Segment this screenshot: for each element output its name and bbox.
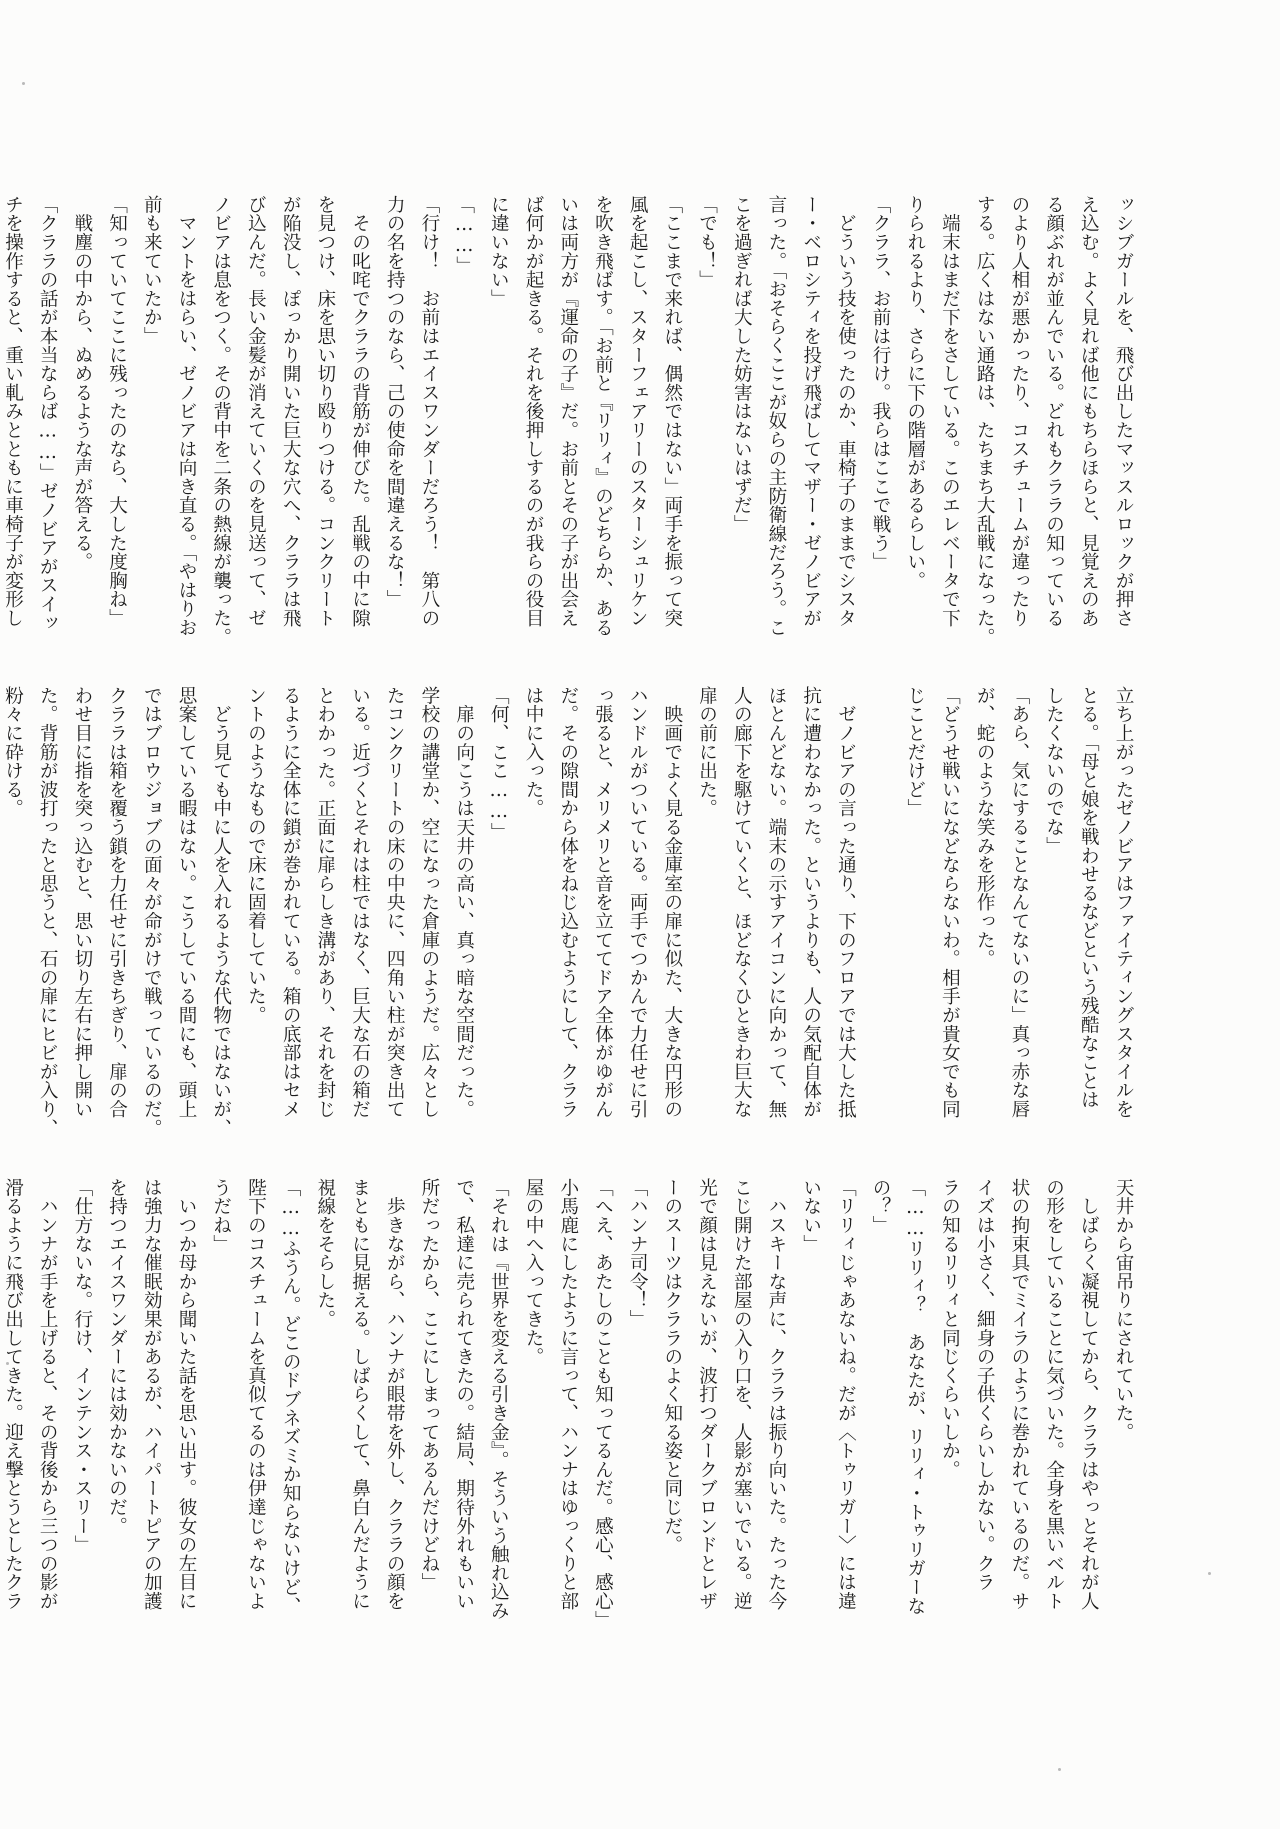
text-line: のより人相が悪かったり、コスチュームが違ったり	[1008, 195, 1030, 628]
text-line: ー・ベロシティを投げ飛ばしてマザー・ゼノビアが	[800, 195, 822, 628]
text-line: 「仕方ないな。行け、インテンス・スリー」	[71, 1178, 93, 1554]
text-line: 端末はまだ下をさしている。このエレベータで下	[939, 195, 961, 628]
text-line: 思案している暇はない。こうしている間にも、頭上	[176, 686, 198, 1119]
text-line: ハンナが手を上げると、その背後から三つの影が	[37, 1178, 59, 1611]
text-line: 視線をそらした。	[314, 1178, 336, 1329]
text-tier-bottom	[2, 1178, 1140, 1630]
text-line: 言った。「おそらくここが奴らの主防衛線だろう。こ	[765, 195, 787, 637]
text-line: いない」	[800, 1178, 822, 1254]
text-line: び込んだ。長い金髪が消えていくのを見送って、ゼ	[245, 195, 267, 628]
text-line: ントのようなもので床に固着していた。	[245, 686, 267, 1025]
text-line: 「ここまで来れば、偶然ではない」両手を振って突	[661, 195, 683, 628]
scan-speck	[1058, 1768, 1061, 1771]
text-line: わせ目に指を突っ込むと、思い切り左右に押し開い	[71, 686, 93, 1119]
text-line: を見つけ、床を思い切り殴りつける。コンクリート	[314, 195, 336, 628]
text-line: 扉の前に出た。	[696, 686, 718, 818]
text-line: る顔ぶれが並んでいる。どれもクララの知っている	[1043, 195, 1065, 628]
text-line: どう見ても中に人を入れるような代物ではないが、	[210, 686, 232, 1138]
text-line: 粉々に砕ける。	[2, 686, 24, 818]
text-line: 「クララの話が本当ならば……」ゼノビアがスイッ	[37, 195, 59, 633]
text-line: ッシブガールを、飛び出したマッスルロックが押さ	[1113, 195, 1134, 628]
text-line: ではブロウジョブの面々が命がけで戦っているのだ。	[141, 686, 163, 1138]
text-line: ノビアは息をつく。その背中を二条の熱線が襲った。	[210, 195, 232, 647]
text-line: の？」	[870, 1178, 892, 1235]
text-line: する。広くはない通路は、たちまち大乱戦になった。	[974, 195, 996, 647]
text-line: まともに見据える。しばらくして、鼻白んだように	[349, 1178, 371, 1611]
scan-speck	[22, 82, 25, 85]
text-line: とわかった。正面に扉らしき溝があり、それを封じ	[314, 686, 336, 1119]
text-line: 「でも！」	[696, 195, 718, 289]
text-line: とる。「母と娘を戦わせるなどという残酷なことは	[1078, 686, 1100, 1110]
text-line: クララは箱を覆う鎖を力任せに引きちぎり、扉の合	[106, 686, 128, 1119]
text-line: 歩きながら、ハンナが眼帯を外し、クララの顔を	[384, 1178, 406, 1611]
text-line: の形をしていることに気づいた。全身を黒いベルト	[1043, 1178, 1065, 1611]
text-line: こじ開けた部屋の入り口を、人影が塞いでいる。逆	[731, 1178, 753, 1611]
text-line: 映画でよく見る金庫室の扉に似た、大きな円形の	[661, 686, 683, 1119]
text-line: 戦塵の中から、ぬめるような声が答える。	[71, 195, 93, 571]
text-tier-middle	[2, 686, 1140, 1146]
text-line: うだね」	[210, 1178, 232, 1254]
text-line: で、私達に売られてきたの。結局、期待外れもいい	[453, 1178, 475, 1611]
text-line: 「クララ、お前は行け。我らはここで戦う」	[870, 195, 892, 571]
text-line: しばらく凝視してから、クララはやっとそれが人	[1078, 1178, 1100, 1611]
text-line: 「あら、気にすることなんてないのに」真っ赤な唇	[1008, 686, 1030, 1119]
text-line: 「リリィじゃあないね。だが〈トゥリガー〉には違	[835, 1178, 857, 1611]
text-line: 力の名を持つのなら、己の使命を間違えるな！」	[384, 195, 406, 609]
text-line: は強力な催眠効果があるが、ハイパートピアの加護	[141, 1178, 163, 1611]
text-line: 天井から宙吊りにされていた。	[1113, 1178, 1134, 1442]
text-line: 「何、ここ……」	[488, 686, 510, 842]
text-line: どういう技を使ったのか、車椅子のままでシスタ	[835, 195, 857, 628]
text-line: りられるより、さらに下の階層があるらしい。	[904, 195, 926, 590]
text-line: え込む。よく見れば他にもちらほらと、見覚えのあ	[1078, 195, 1100, 628]
text-line: 「……リリィ？ あなたが、リリィ・トゥリガーな	[904, 1178, 926, 1616]
text-line: は中に入った。	[523, 686, 545, 818]
text-line: いる。近づくとそれは柱ではなく、巨大な石の箱だ	[349, 686, 371, 1119]
text-line: 立ち上がったゼノビアはファイティングスタイルを	[1113, 686, 1134, 1119]
text-line: っ張ると、メリメリと音を立ててドア全体がゆがん	[592, 686, 614, 1119]
text-line: こを過ぎれば大した妨害はないはずだ」	[731, 195, 753, 534]
text-line	[862, 686, 897, 1146]
text-line: ーのスーツはクララのよく知る姿と同じだ。	[661, 1178, 683, 1554]
text-line: ゼノビアの言った通り、下のフロアでは大した抵	[835, 686, 857, 1119]
text-line: ば何かが起きる。それを後押しするのが我らの役目	[523, 195, 545, 628]
text-line: 前も来ていたか」	[141, 195, 163, 346]
text-line: 抗に遭わなかった。というよりも、人の気配自体が	[800, 686, 822, 1119]
text-line: 「……ふうん。どこのドブネズミか知らないけど、	[280, 1178, 302, 1616]
text-line: 扉の向こうは天井の高い、真っ暗な空間だった。	[453, 686, 475, 1119]
text-line: 「知っていてここに残ったのなら、大した度胸ね」	[106, 195, 128, 628]
text-line: 「へえ、あたしのことも知ってるんだ。感心、感心」	[592, 1178, 614, 1630]
text-line: 光で顔は見えないが、波打つダークブロンドとレザ	[696, 1178, 718, 1611]
text-line: を持つエイスワンダーには効かないのだ。	[106, 1178, 128, 1536]
text-line: が陥没し、ぽっかり開いた巨大な穴へ、クララは飛	[280, 195, 302, 628]
text-line: ラの知るリリィと同じくらいしか。	[939, 1178, 961, 1479]
text-line: 学校の講堂か、空になった倉庫のようだ。広々とし	[418, 686, 440, 1119]
text-line: たコンクリートの床の中央に、四角い柱が突き出て	[384, 686, 406, 1119]
text-line: 状の拘束具でミイラのように巻かれているのだ。サ	[1008, 1178, 1030, 1611]
text-line: 風を起こし、スターフェアリーのスターシュリケン	[627, 195, 649, 628]
text-line: を吹き飛ばす。「お前と『リリィ』のどちらか、ある	[592, 195, 614, 637]
text-line: その叱咤でクララの背筋が伸びた。乱戦の中に隙	[349, 195, 371, 628]
text-line: た。背筋が波打ったと思うと、石の扉にヒビが入り、	[37, 686, 59, 1138]
text-line: 「それは『世界を変える引き金』。そういう触れ込み	[488, 1178, 510, 1620]
text-line: マントをはらい、ゼノビアは向き直る。「やはりお	[176, 195, 198, 637]
text-line: ほとんどない。端末の示すアイコンに向かって、無	[765, 686, 787, 1119]
text-line: いつか母から聞いた話を思い出す。彼女の左目に	[176, 1178, 198, 1611]
text-line: じことだけど」	[904, 686, 926, 818]
text-line: イズは小さく、細身の子供くらいしかない。クラ	[974, 1178, 996, 1592]
text-line: ハンドルがついている。両手でつかんで力任せに引	[627, 686, 649, 1119]
text-line: 「ハンナ司令！」	[627, 1178, 649, 1329]
text-line: るように全体に鎖が巻かれている。箱の底部はセメ	[280, 686, 302, 1119]
text-line: ハスキーな声に、クララは振り向いた。たった今	[765, 1178, 787, 1611]
text-line: に違いない」	[488, 195, 510, 308]
text-line: 屋の中へ入ってきた。	[523, 1178, 545, 1366]
text-line: 「どうせ戦いになどならないわ。相手が貴女でも同	[939, 686, 961, 1119]
text-line: 「行け！ お前はエイスワンダーだろう！ 第八の	[418, 195, 440, 628]
text-line: 人の廊下を駆けていくと、ほどなくひときわ巨大な	[731, 686, 753, 1119]
text-line: いは両方が『運命の子』だ。お前とその子が出会え	[557, 195, 579, 628]
text-line: が、蛇のような笑みを形作った。	[974, 686, 996, 968]
text-line: チを操作すると、重い軋みとともに車椅子が変形し	[2, 195, 24, 628]
text-line: 「……」	[453, 195, 475, 275]
text-line: 所だったから、ここにしまってあるんだけどね」	[418, 1178, 440, 1592]
text-tier-top	[2, 195, 1140, 655]
text-line: だ。その隙間から体をねじ込むようにして、クララ	[557, 686, 579, 1119]
text-line: したくないのでな」	[1043, 686, 1065, 856]
text-line: 陛下のコスチュームを真似てるのは伊達じゃないよ	[245, 1178, 267, 1611]
text-line: 滑るように飛び出してきた。迎え撃とうとしたクラ	[2, 1178, 24, 1611]
scan-speck	[1208, 1572, 1211, 1575]
text-line: 小馬鹿にしたように言って、ハンナはゆっくりと部	[557, 1178, 579, 1611]
